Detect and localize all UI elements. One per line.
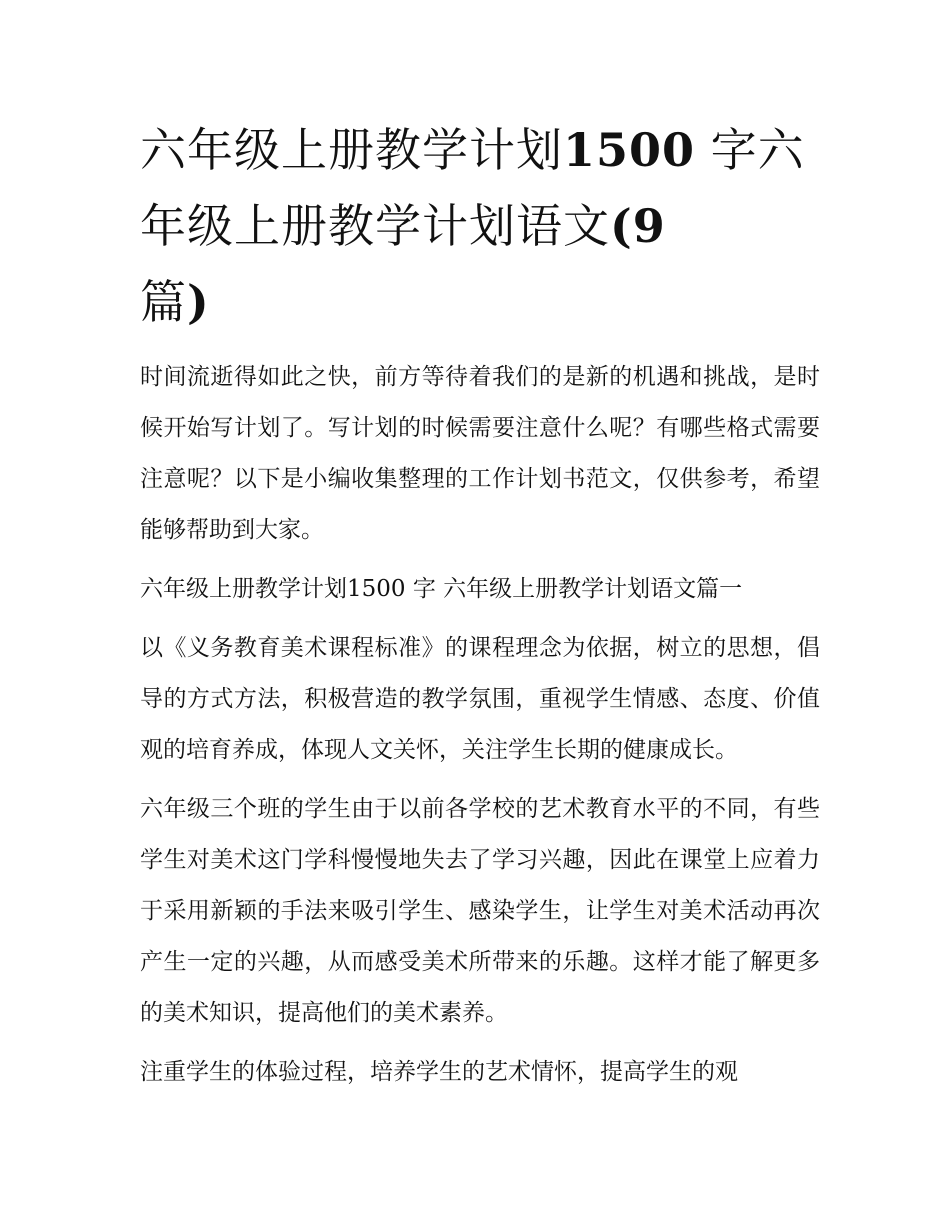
intro-paragraph: 时间流逝得如此之快，前方等待着我们的是新的机遇和挑战，是时候开始写计划了。写计划的时候需要注意什么呢？有哪些格式需要注意呢？以下是小编收集整理的工作计划书范文，仅供参考，希望能够帮助到大家。 [140,364,820,543]
title-number-3: ) [187,275,210,329]
title-number-2: (9 [610,199,666,253]
title-text-1: 六年级上册教学计划 [140,123,563,177]
document-title [140,112,820,340]
section-heading: 六年级上册教学计划1500 字 六年级上册教学计划语文篇一 [140,576,743,602]
body-paragraph: 六年级三个班的学生由于以前各学校的艺术教育水平的不同，有些学生对美术这门学科慢慢地失去了学习兴趣，因此在课堂上应着力于采用新颖的手法来吸引学生、感染学生，让学生对美术活动再次产生一定的兴趣，从而感受美术所带来的乐趣。这样才能了解更多的美术知识，提高他们的美术素养。 [140,796,820,1026]
body-paragraph: 注重学生的体验过程，培养学生的艺术情怀，提高学生的观 [140,1059,738,1085]
document-body [140,112,820,1106]
title-text-3: 篇 [140,275,187,329]
body-paragraph: 以《义务教育美术课程标准》的课程理念为依据，树立的思想，倡导的方式方法，积极营造的教学氛围，重视学生情感、态度、价值观的培育养成，体现人文关怀，关注学生长期的健康成长。 [140,635,820,763]
title-number-1: 1500 [563,123,696,177]
title-text-2: 字六年级上册教学计划语文 [140,123,805,253]
